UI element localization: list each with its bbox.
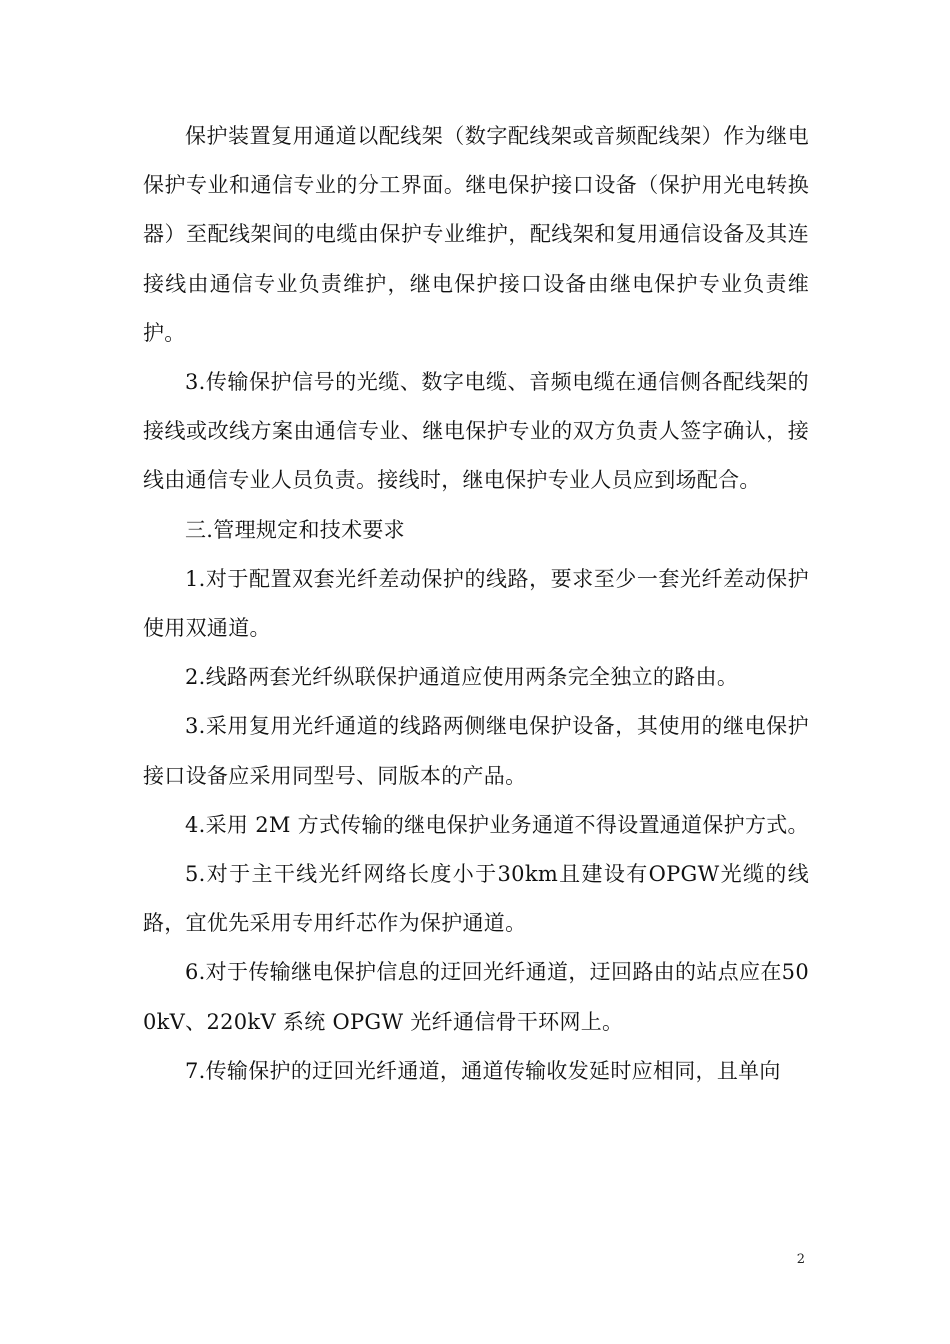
- body-text: [143, 112, 809, 1096]
- section-heading-management: 三.管理规定和技术要求: [185, 517, 405, 542]
- paragraph-requirement-7: 7.传输保护的迂回光纤通道，通道传输收发延时应相同，且单向: [185, 1058, 781, 1083]
- paragraph-requirement-6: 6.对于传输继电保护信息的迂回光纤通道，迂回路由的站点应在500kV、220kV 系统 OPGW 光纤通信骨干环网上。: [143, 960, 809, 1034]
- paragraph-requirement-3: 3.采用复用光纤通道的线路两侧继电保护设备，其使用的继电保护接口设备应采用同型号、同版本的产品。: [143, 714, 809, 788]
- paragraph-requirement-2: 2.线路两套光纤纵联保护通道应使用两条完全独立的路由。: [185, 665, 739, 690]
- paragraph-interface-boundary: 保护装置复用通道以配线架（数字配线架或音频配线架）作为继电保护专业和通信专业的分工界面。继电保护接口设备（保护用光电转换器）至配线架间的电缆由保护专业维护，配线架和复用通信设备及其连接线由通信专业负责维护，继电保护接口设备由继电保护专业负责维护。: [143, 124, 809, 345]
- page-number: 2: [796, 1252, 805, 1267]
- paragraph-requirement-4: 4.采用 2M 方式传输的继电保护业务通道不得设置通道保护方式。: [185, 812, 809, 837]
- paragraph-item-3-wiring: 3.传输保护信号的光缆、数字电缆、音频电缆在通信侧各配线架的接线或改线方案由通信专业、继电保护专业的双方负责人签字确认，接线由通信专业人员负责。接线时，继电保护专业人员应到场配合。: [143, 370, 809, 493]
- paragraph-requirement-1: 1.对于配置双套光纤差动保护的线路，要求至少一套光纤差动保护使用双通道。: [143, 566, 809, 641]
- paragraph-requirement-5: 5.对于主干线光纤网络长度小于30km且建设有OPGW光缆的线路，宜优先采用专用纤芯作为保护通道。: [143, 862, 809, 936]
